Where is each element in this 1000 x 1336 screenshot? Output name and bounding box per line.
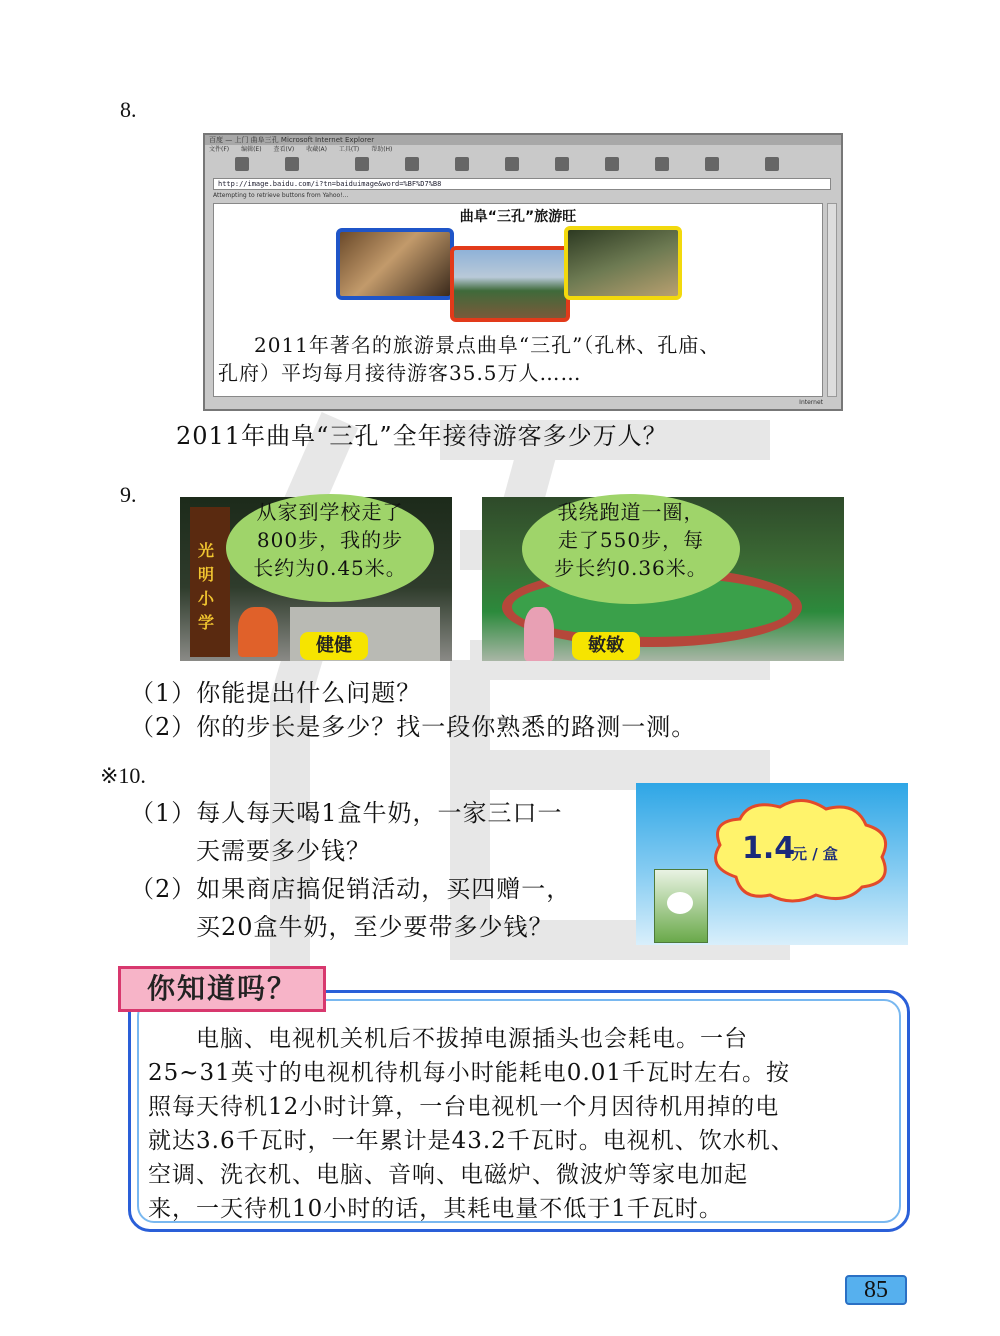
menu-favorites[interactable]: 收藏(A) (306, 146, 327, 153)
search-icon[interactable] (505, 157, 519, 171)
bubble-line: 长约为0.45米。 (253, 556, 407, 580)
browser-menu-bar (205, 145, 841, 155)
bubble-line: 我绕跑道一圈， (557, 500, 705, 524)
milk-box-cow-icon (667, 892, 693, 914)
bubble-line: 步长约0.36米。 (554, 556, 708, 580)
know-line: 照每天待机12小时计算，一台电视机一个月因待机用掉的电 (148, 1094, 780, 1120)
question-10-sub-1-line-1: （1）每人每天喝1盒牛奶，一家三口一 (130, 799, 563, 827)
mail-icon[interactable] (655, 157, 669, 171)
question-10-sub-1-line-2: 天需要多少钱？ (196, 837, 371, 865)
name-tag-minmin: 敏敏 (572, 632, 640, 660)
article-line-2: 孔府）平均每月接待游客35.5万人…… (218, 361, 582, 385)
milk-price-unit: 元 / 盒 (792, 845, 838, 863)
article-line-1: 2011年著名的旅游景点曲阜“三孔”（孔林、孔庙、 (254, 333, 721, 357)
favorites-icon[interactable] (555, 157, 569, 171)
know-line: 空调、洗衣机、电脑、音响、电磁炉、微波炉等家电加起 (148, 1162, 748, 1188)
browser-title-bar: 百度 — 上门 曲阜三孔 Microsoft Internet Explorer (205, 135, 841, 145)
edit-icon[interactable] (765, 157, 779, 171)
web-page-content (213, 203, 823, 397)
question-number-8: 8. (120, 97, 137, 122)
browser-window (203, 133, 843, 411)
question-9-sub-1: （1）你能提出什么问题？ (130, 679, 422, 707)
print-icon[interactable] (705, 157, 719, 171)
photo-kong-miao (450, 246, 570, 322)
back-icon[interactable] (235, 157, 249, 171)
school-sign: 光明小学 (198, 541, 215, 632)
question-10-sub-2-line-1: （2）如果商店搞促销活动，买四赠一， (130, 875, 572, 903)
home-icon[interactable] (455, 157, 469, 171)
refresh-icon[interactable] (405, 157, 419, 171)
girl-minmin-figure (524, 607, 554, 661)
question-9-sub-2: （2）你的步长是多少？找一段你熟悉的路测一测。 (130, 713, 697, 741)
photo-kong-lin (336, 228, 454, 300)
did-you-know-title: 你知道吗？ (118, 966, 326, 1012)
did-you-know-text (148, 1022, 893, 1226)
bubble-line: 800步，我的步 (256, 528, 404, 552)
question-number-9: 9. (120, 482, 137, 507)
know-line: 就达3.6千瓦时，一年累计是43.2千瓦时。电视机、饮水机、 (148, 1128, 795, 1154)
menu-tools[interactable]: 工具(T) (338, 146, 360, 153)
milk-price-value: 1.4 (742, 831, 796, 866)
menu-edit[interactable]: 编辑(E) (241, 146, 262, 153)
question-10-sub-2-line-2: 买20盒牛奶，至少要带多少钱？ (196, 913, 554, 941)
bubble-line: 从家到学校走了 (256, 500, 404, 524)
stop-icon[interactable] (355, 157, 369, 171)
photo-kong-fu (564, 226, 682, 300)
know-line: 电脑、电视机关机后不拔掉电源插头也会耗电。一台 (148, 1026, 748, 1052)
speech-bubble-jianjian (226, 494, 434, 602)
menu-view[interactable]: 查看(V) (273, 146, 295, 153)
browser-toolbar (205, 155, 841, 177)
know-line: 25~31英寸的电视机待机每小时能耗电0.01千瓦时左右。按 (148, 1060, 791, 1086)
status-bar: Internet (799, 399, 823, 406)
forward-icon[interactable] (285, 157, 299, 171)
question-number-10: ※10. (100, 763, 146, 788)
web-page-title: 曲阜“三孔”旅游旺 (459, 209, 577, 225)
know-line: 来，一天待机10小时的话，其耗电量不低于1千瓦时。 (148, 1196, 723, 1222)
bubble-line: 走了550步，每 (557, 528, 705, 552)
menu-help[interactable]: 帮助(H) (371, 146, 393, 153)
question-8-text: 2011年曲阜“三孔”全年接待游客多少万人？ (176, 422, 668, 450)
name-tag-jianjian: 健健 (300, 632, 368, 660)
milk-price-picture (636, 783, 908, 945)
links-bar: Attempting to retrieve buttons from Yahoo!... (213, 192, 349, 199)
scrollbar[interactable] (827, 203, 837, 397)
menu-file[interactable]: 文件(F) (209, 146, 230, 153)
boy-jianjian-figure (238, 607, 278, 657)
speech-bubble-minmin (522, 494, 740, 604)
address-bar[interactable]: http://image.baidu.com/i?tn=baiduimage&word=%BF%D7%B8 (213, 178, 831, 190)
milk-box (654, 869, 708, 943)
history-icon[interactable] (605, 157, 619, 171)
page-number: 85 (845, 1275, 907, 1305)
